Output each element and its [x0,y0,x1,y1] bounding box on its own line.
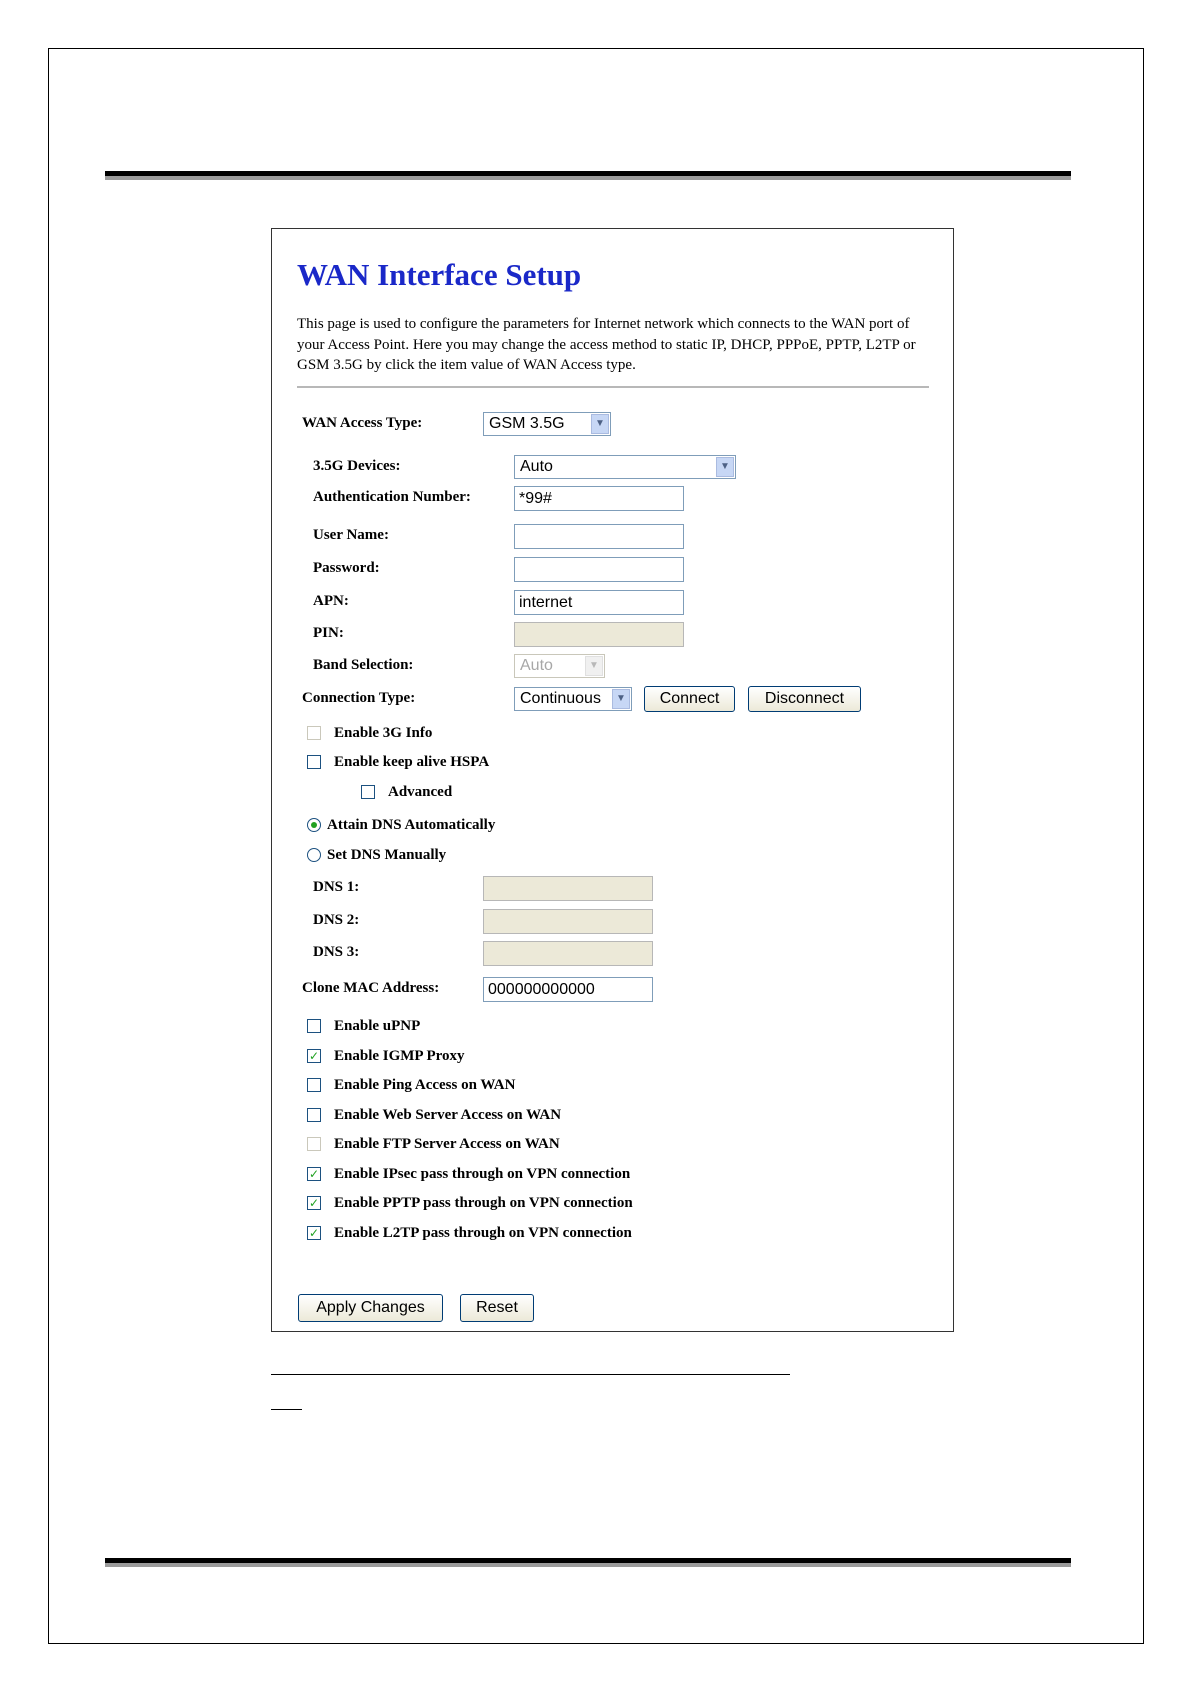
option-label-3: Enable Web Server Access on WAN [334,1107,562,1123]
dns2-label: DNS 2: [313,912,360,928]
clone-mac-label: Clone MAC Address: [302,980,440,996]
pin-input[interactable] [514,622,684,647]
reset-button[interactable]: Reset [460,1294,534,1322]
chevron-down-icon: ▼ [585,656,603,676]
option-label-0: Enable uPNP [334,1018,421,1034]
option-checkbox-6[interactable]: ✓ [308,1196,320,1210]
chevron-down-icon: ▼ [591,414,609,434]
header-rule [105,171,1071,180]
dns1-input[interactable] [483,876,653,901]
connection-type-select[interactable]: Continuous ▼ [514,687,632,711]
keep-alive-checkbox[interactable] [307,755,321,769]
wan-access-type-select[interactable]: GSM 3.5G ▼ [483,412,611,436]
separator [297,386,929,388]
dns3-input[interactable] [483,941,653,966]
disconnect-button[interactable]: Disconnect [748,686,861,712]
password-input[interactable] [514,557,684,582]
option-label-6: Enable PPTP pass through on VPN connection [334,1195,633,1211]
short-underline [271,1409,302,1410]
pin-label: PIN: [313,625,344,641]
auth-number-label: Authentication Number: [313,489,471,505]
apn-input[interactable]: internet [514,590,684,615]
band-selection-label: Band Selection: [313,657,414,673]
chevron-down-icon: ▼ [612,689,630,709]
connect-button[interactable]: Connect [644,686,735,712]
dns-auto-label: Attain DNS Automatically [327,817,496,833]
apn-label: APN: [313,593,349,609]
advanced-checkbox[interactable] [361,785,375,799]
connection-type-label: Connection Type: [302,690,416,706]
option-checkbox-4[interactable] [307,1137,321,1151]
password-label: Password: [313,560,380,576]
radio-selected-dot [311,822,317,828]
footer-rule [105,1558,1071,1567]
option-checkbox-3[interactable] [307,1108,321,1122]
option-label-2: Enable Ping Access on WAN [334,1077,516,1093]
option-label-4: Enable FTP Server Access on WAN [334,1136,560,1152]
advanced-label: Advanced [388,784,453,800]
keep-alive-label: Enable keep alive HSPA [334,754,490,770]
devices-select[interactable]: Auto ▼ [514,455,736,479]
apply-changes-button[interactable]: Apply Changes [298,1294,443,1322]
dns-manual-label: Set DNS Manually [327,847,447,863]
user-name-input[interactable] [514,524,684,549]
chevron-down-icon: ▼ [716,457,734,477]
dns-auto-radio[interactable] [307,818,321,832]
clone-mac-input[interactable]: 000000000000 [483,977,653,1002]
option-checkbox-1[interactable]: ✓ [308,1049,320,1063]
caption-underline [271,1374,790,1375]
user-name-label: User Name: [313,527,389,543]
dns-manual-radio[interactable] [307,848,321,862]
option-checkbox-0[interactable] [307,1019,321,1033]
option-checkbox-5[interactable]: ✓ [308,1167,320,1181]
enable-3g-info-checkbox[interactable] [307,726,321,740]
option-label-5: Enable IPsec pass through on VPN connection [334,1166,631,1182]
option-checkbox-7[interactable]: ✓ [308,1226,320,1240]
band-selection-select[interactable]: Auto ▼ [514,654,605,678]
wan-access-type-label: WAN Access Type: [302,415,423,431]
page-description: This page is used to configure the parameters for Internet network which connects to the WAN port of your Access Point. Here you may change the access method to static IP, DHCP, PPPoE, PPTP, L2TP or GSM 3.5G by click the item value of WAN Access type. [297,316,916,373]
dns1-label: DNS 1: [313,879,360,895]
dns3-label: DNS 3: [313,944,360,960]
auth-number-input[interactable]: *99# [514,486,684,511]
option-label-1: Enable IGMP Proxy [334,1048,465,1064]
enable-3g-info-label: Enable 3G Info [334,725,433,741]
devices-label: 3.5G Devices: [313,458,401,474]
wan-setup-panel [271,228,954,1332]
page-title: WAN Interface Setup [297,257,582,292]
option-checkbox-2[interactable] [307,1078,321,1092]
option-label-7: Enable L2TP pass through on VPN connection [334,1225,632,1241]
dns2-input[interactable] [483,909,653,934]
